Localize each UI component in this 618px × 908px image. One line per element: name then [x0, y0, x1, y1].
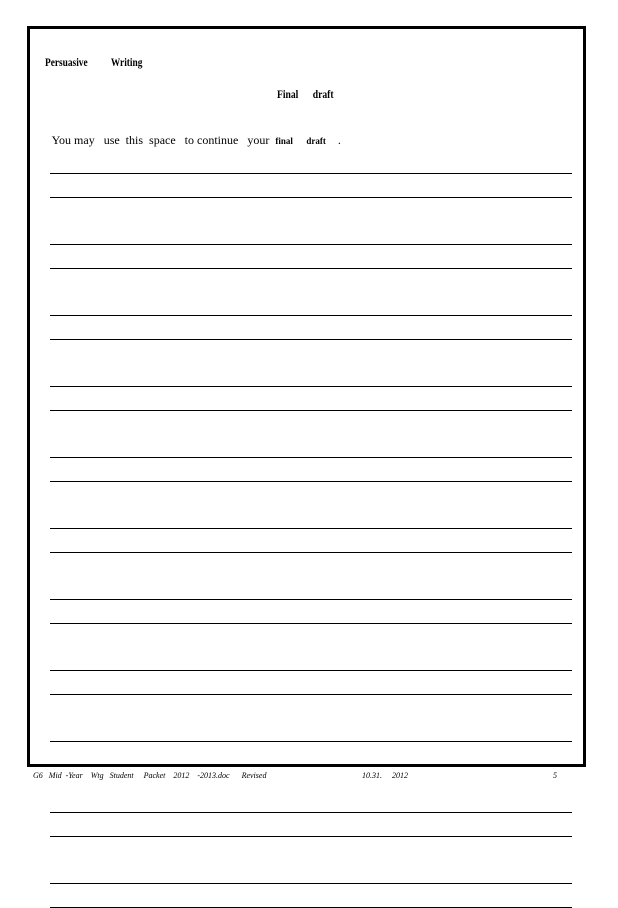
- section-heading: Persuasive Writing: [45, 55, 143, 69]
- writing-line: [50, 410, 572, 411]
- instruction-emphasis: final draft: [275, 136, 326, 146]
- instruction-end: .: [325, 133, 341, 147]
- writing-line: [50, 741, 572, 742]
- writing-line: [50, 694, 572, 695]
- writing-line: [50, 339, 572, 340]
- writing-line: [50, 386, 572, 387]
- writing-line: [50, 315, 572, 316]
- instruction-lead: You may use this space to continue your: [51, 133, 276, 147]
- writing-line: [50, 836, 572, 837]
- writing-line: [50, 268, 572, 269]
- footer-date: 10.31. 2012: [362, 771, 408, 780]
- writing-line: [50, 173, 572, 174]
- writing-line: [50, 599, 572, 600]
- writing-line: [50, 670, 572, 671]
- writing-line: [50, 552, 572, 553]
- footer-filename: G6 Mid -Year Wtg Student Packet 2012 -2013.doc Revised: [33, 771, 267, 780]
- writing-line: [50, 812, 572, 813]
- page-title: Final draft: [277, 87, 334, 101]
- writing-line: [50, 481, 572, 482]
- writing-lines-area[interactable]: [50, 0, 572, 800]
- writing-line: [50, 765, 572, 766]
- writing-line: [50, 528, 572, 529]
- footer-page-number: 5: [553, 771, 557, 780]
- writing-line: [50, 457, 572, 458]
- writing-line: [50, 197, 572, 198]
- writing-line: [50, 623, 572, 624]
- writing-line: [50, 883, 572, 884]
- writing-line: [50, 244, 572, 245]
